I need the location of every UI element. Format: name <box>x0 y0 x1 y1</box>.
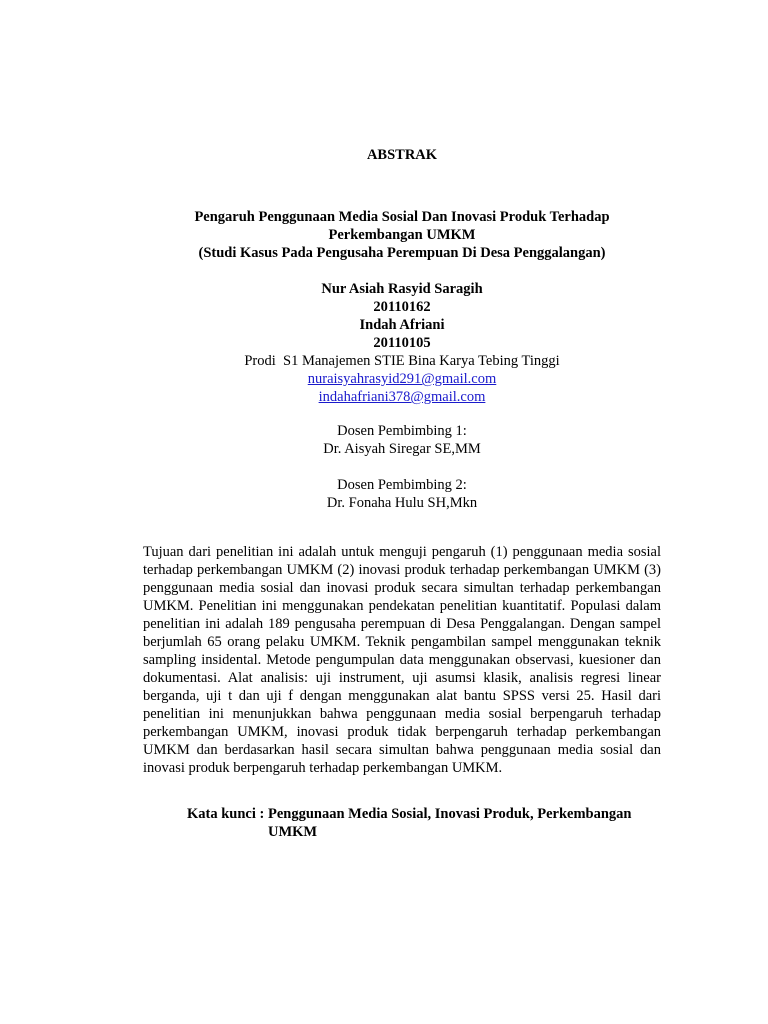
keywords-block <box>187 805 667 841</box>
author-2-name: Indah Afriani <box>359 317 445 333</box>
author-1-id: 20110162 <box>373 299 431 315</box>
research-subtitle: (Studi Kasus Pada Pengusaha Perempuan Di Desa Penggalangan) <box>198 245 606 261</box>
supervisor-2-label: Dosen Pembimbing 2: <box>337 477 467 493</box>
research-title <box>0 208 768 262</box>
abstract-heading-text: ABSTRAK <box>366 147 438 163</box>
supervisor-1-block <box>0 422 768 458</box>
authors-block <box>0 280 768 406</box>
research-title-line-2: Perkembangan UMKM <box>328 227 476 243</box>
abstract-body: Tujuan dari penelitian ini adalah untuk menguji pengaruh (1) penggunaan media sosial terhadap perkembangan UMKM (2) inovasi produk terhadap perkembangan UMKM (3) penggunaan media sosial dan inovasi produk secara simultan terhadap perkembangan UMKM. Penelitian ini menggunakan pendekatan penelitian kuantitatif. Populasi dalam penelitian ini adalah 189 pengusaha perempuan di Desa Penggalangan. Dengan sampel berjumlah 65 orang pelaku UMKM. Teknik pengambilan sampel menggunakan teknik sampling insidental. Metode pengumpulan data menggunakan observasi, kuesioner dan dokumentasi. Alat analisis: uji instrument, uji asumsi klasik, analisis regresi linear berganda, uji t dan uji f dengan menggunakan alat bantu SPSS versi 25. Hasil dari penelitian ini menunjukkan bahwa penggunaan media sosial berpengaruh terhadap perkembangan UMKM, inovasi produk tidak berpengaruh terhadap perkembangan UMKM dan berdasarkan hasil secara simultan bahwa penggunaan media sosial dan inovasi produk berpengaruh terhadap perkembangan UMKM. <box>143 544 661 776</box>
author-1-name: Nur Asiah Rasyid Saragih <box>321 281 483 297</box>
supervisor-2-block <box>0 476 768 512</box>
keywords-values: Penggunaan Media Sosial, Inovasi Produk, Perkembangan UMKM <box>267 806 632 840</box>
author-2-id: 20110105 <box>373 335 431 351</box>
study-program: Prodi S1 Manajemen STIE Bina Karya Tebing Tinggi <box>244 353 560 369</box>
supervisor-1-name: Dr. Aisyah Siregar SE,MM <box>323 441 481 457</box>
supervisor-2-name: Dr. Fonaha Hulu SH,Mkn <box>326 495 478 511</box>
abstract-heading <box>0 146 768 164</box>
author-1-email-link[interactable]: nuraisyahrasyid291@gmail.com <box>307 371 497 387</box>
research-title-line-1: Pengaruh Penggunaan Media Sosial Dan Inovasi Produk Terhadap <box>194 209 610 225</box>
supervisor-1-label: Dosen Pembimbing 1: <box>337 423 467 439</box>
keywords-label: Kata kunci : <box>187 806 268 822</box>
author-2-email-link[interactable]: indahafriani378@gmail.com <box>318 389 486 405</box>
